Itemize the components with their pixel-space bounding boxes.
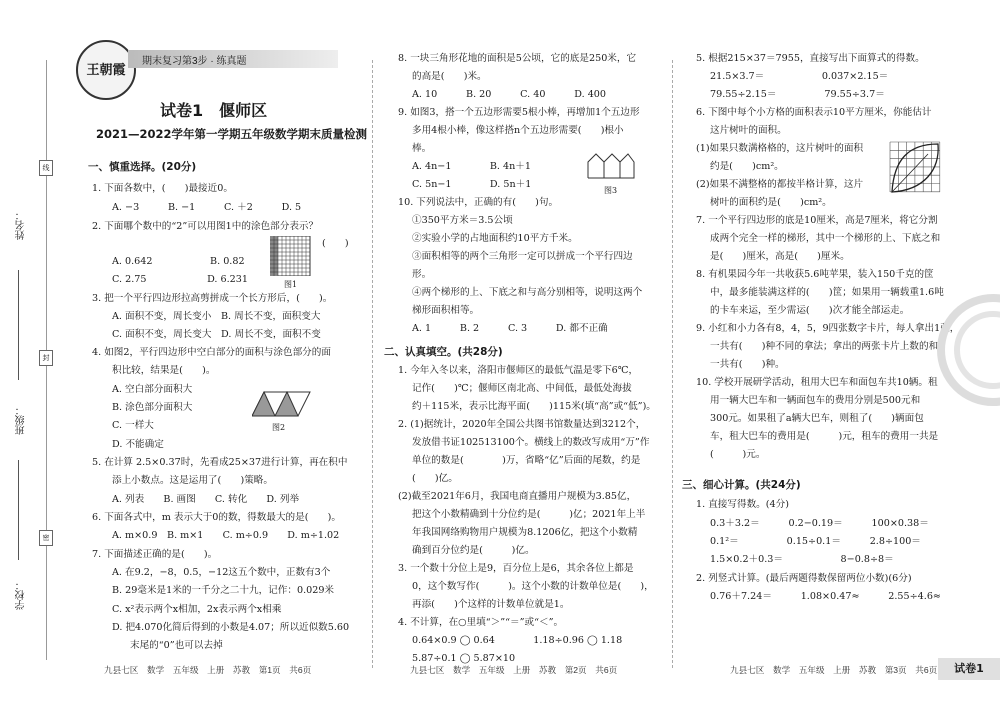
question-line: 约＋115米，表示比海平面( )115米(填“高”或“低”)。 bbox=[412, 401, 656, 412]
question-line: 成两个完全一样的梯形，其中一个梯形的上、下底之和 bbox=[710, 233, 941, 244]
question-line: A. 列表 B. 画图 C. 转化 D. 列举 bbox=[112, 494, 300, 505]
question-line: ( )亿。 bbox=[412, 473, 458, 484]
question-line: C. 一样大 bbox=[112, 420, 154, 431]
question-line: 的高是( )米。 bbox=[412, 71, 487, 82]
question-line: 3. 把一个平行四边形拉高剪拼成一个长方形后，( )。 bbox=[92, 293, 333, 304]
question-line: 2. (1)据统计，2020年全国公共图书馆数量达到3212个， bbox=[398, 419, 646, 430]
question-line: 一共有( )种不同的拿法；拿出的两张卡片上数的和， bbox=[710, 341, 948, 352]
question-line: 图3 bbox=[604, 186, 618, 195]
question-line: 多用4根小棒，像这样搭n个五边形需要( )根小 bbox=[412, 125, 624, 136]
question-line: A. m×0.9 B. m×1 C. m÷0.9 D. m÷1.02 bbox=[112, 530, 340, 541]
question-line: 一共有( )种。 bbox=[710, 359, 785, 370]
question-line: 9. 小红和小力各有8，4，5，9四张数字卡片，每人拿出1张， bbox=[696, 323, 960, 334]
question-line: B. 29毫米是1米的一千分之二十九，记作：0.029米 bbox=[112, 585, 335, 596]
question-line: 10. 学校开展研学活动，租用大巴车和面包车共10辆。租 bbox=[696, 377, 938, 388]
question-line: 约是( )cm²。 bbox=[710, 161, 784, 172]
question-line: (1)如果只数满格格的，这片树叶的面积 bbox=[696, 143, 864, 154]
question-line: 0.76＋7.24＝ 1.08×0.47≈ 2.55÷4.6≈ bbox=[710, 591, 941, 602]
step-label: 期末复习第3步 · 练真题 bbox=[142, 56, 247, 67]
binding-margin bbox=[8, 60, 68, 660]
question-line: ( )元。 bbox=[710, 449, 766, 460]
question-line: 2. 列竖式计算。(最后两题得数保留两位小数)(6分) bbox=[696, 573, 912, 584]
question-line: A. 0.642 B. 0.82 bbox=[112, 256, 245, 267]
question-line: A. 10 B. 20 C. 40 D. 400 bbox=[412, 89, 607, 100]
question-line: A. 在9.2，−8，0.5，−12这五个数中，正数有3个 bbox=[112, 567, 331, 578]
question-line: (2)如果不满整格的都按半格计算，这片 bbox=[696, 179, 864, 190]
question-line: 添上小数点。这是运用了( )策略。 bbox=[112, 475, 273, 486]
question-line: 树叶的面积约是( )cm²。 bbox=[710, 197, 832, 208]
question-line: 8. 有机果园今年一共收获5.6吨苹果，装入150千克的筐 bbox=[696, 269, 934, 280]
question-line: 梯形面积相等。 bbox=[412, 305, 480, 316]
seal-mark-line: 线 bbox=[39, 160, 53, 176]
question-line: 5. 在计算 2.5×0.37时，先看成25×37进行计算，再在积中 bbox=[92, 457, 348, 468]
exam-subtitle: 2021—2022学年第一学期五年级数学期末质量检测 bbox=[96, 127, 368, 141]
school-label: 学校： bbox=[16, 580, 27, 610]
question-line: 棒。 bbox=[412, 143, 432, 154]
question-line: 把这个小数精确到十分位约是( )亿；2021年上半 bbox=[412, 509, 646, 520]
question-line: 4. 如图2，平行四边形中空白部分的面积与涂色部分的面 bbox=[92, 347, 331, 358]
question-line: 5. 根据215×37＝7955，直接写出下面算式的得数。 bbox=[696, 53, 925, 64]
question-line: 21.5×3.7＝ 0.037×2.15＝ bbox=[710, 71, 889, 82]
question-line: 3. 一个数十分位上是9，百分位上是6，其余各位上都是 bbox=[398, 563, 634, 574]
column-divider bbox=[372, 60, 373, 668]
question-line: ②实验小学的占地面积约10平方千米。 bbox=[412, 233, 578, 244]
seal-mark-secret: 密 bbox=[39, 530, 53, 546]
footer-page-0: 九县七区 数学 五年级 上册 苏教 第1页 共6页 bbox=[104, 665, 312, 675]
step-banner bbox=[128, 50, 338, 68]
question-line: 6. 下面各式中，m 表示大于0的数，得数最大的是( )。 bbox=[92, 512, 342, 523]
question-line: 0.3＋3.2＝ 0.2−0.19＝ 100×0.38＝ bbox=[710, 518, 929, 529]
section-heading: 一、慎重选择。(20分) bbox=[88, 161, 197, 173]
question-line: ④两个梯形的上、下底之和与高分别相等，说明这两个 bbox=[412, 287, 643, 298]
question-line: C. x²表示两个x相加，2x表示两个x相乘 bbox=[112, 604, 282, 615]
question-line: 7. 下面描述正确的是( )。 bbox=[92, 549, 218, 560]
exam-title: 试卷1 偃师区 bbox=[160, 101, 268, 120]
question-line: 7. 一个平行四边形的底是10厘米，高是7厘米，将它分割 bbox=[696, 215, 938, 226]
question-line: 单位的数是( )万，省略“亿”后面的尾数，约是 bbox=[412, 455, 641, 466]
figure-2-parallelogram bbox=[252, 390, 312, 418]
question-line: 形。 bbox=[412, 269, 432, 280]
section-heading: 三、细心计算。(共24分) bbox=[682, 479, 801, 491]
question-line: 车，租大巴车的费用是( )元，租车的费用一共是 bbox=[710, 431, 939, 442]
column-divider bbox=[672, 60, 673, 668]
question-line: 0，这个数写作( )。这个小数的计数单位是( )， bbox=[412, 581, 654, 592]
question-line: A. 空白部分面积大 bbox=[112, 384, 193, 395]
figure-leaf-grid bbox=[888, 140, 942, 196]
question-line: 8. 一块三角形花地的面积是5公顷，它的底是250米，它 bbox=[398, 53, 637, 64]
corner-tag: 试卷1 bbox=[938, 658, 1000, 680]
question-line: 79.55÷2.15＝ 79.55÷3.7＝ bbox=[710, 89, 885, 100]
question-line: 积比较，结果是( )。 bbox=[112, 365, 216, 376]
question-line: 1. 今年入冬以来，洛阳市偃师区的最低气温是零下6℃， bbox=[398, 365, 639, 376]
brand-logo bbox=[76, 40, 136, 100]
question-line: 中，最多能装满这样的( )筐；如果用一辆载重1.6吨 bbox=[710, 287, 944, 298]
question-line: C. 2.75 D. 6.231 bbox=[112, 274, 248, 285]
question-line: ③面积相等的两个三角形一定可以拼成一个平行四边 bbox=[412, 251, 633, 262]
question-line: ( ) bbox=[322, 238, 349, 249]
question-line: D. 把4.070化简后得到的小数是4.07；所以近似数5.60 bbox=[112, 622, 350, 633]
class-line bbox=[18, 460, 19, 560]
question-line: A. −3 B. −1 C. ＋2 D. 5 bbox=[112, 202, 302, 213]
question-line: 6. 下图中每个小方格的面积表示10平方厘米，你能估计 bbox=[696, 107, 932, 118]
question-line: C. 面积不变，周长变大 D. 周长不变，面积不变 bbox=[112, 329, 321, 340]
question-line: 4. 不计算，在○里填“＞”“＝”或“＜”。 bbox=[398, 617, 564, 628]
question-line: (2)截至2021年6月，我国电商直播用户规模为3.85亿， bbox=[398, 491, 637, 502]
question-line: 图2 bbox=[272, 423, 286, 432]
question-line: 0.1²＝ 0.15÷0.1＝ 2.8÷100＝ bbox=[710, 536, 921, 547]
question-line: B. 涂色部分面积大 bbox=[112, 402, 193, 413]
question-line: 这片树叶的面积。 bbox=[710, 125, 787, 136]
question-line: 再添( )个这样的计数单位就是1。 bbox=[412, 599, 570, 610]
question-line: 1.5×0.2＋0.3＝ 8−0.8÷8＝ bbox=[710, 554, 894, 565]
question-line: 1. 下面各数中，( )最接近0。 bbox=[92, 183, 233, 194]
logo-text: 王朝霞 bbox=[86, 63, 126, 78]
question-line: 0.64×0.9 ◯ 0.64 1.18÷0.96 ◯ 1.18 bbox=[412, 635, 623, 646]
question-line: A. 面积不变，周长变小 B. 周长不变，面积变大 bbox=[112, 311, 321, 322]
question-line: 末尾的“0”也可以去掉 bbox=[130, 640, 223, 651]
question-line: 确到百分位约是( )亿。 bbox=[412, 545, 535, 556]
figure-3-pentagons bbox=[586, 150, 636, 180]
question-line: 1. 直接写得数。(4分) bbox=[696, 499, 789, 510]
question-line: A. 4n−1 B. 4n＋1 bbox=[412, 161, 531, 172]
figure-1-grid bbox=[270, 236, 312, 276]
class-label: 班级： bbox=[16, 405, 27, 435]
name-line bbox=[18, 270, 19, 380]
question-line: 10. 下列说法中，正确的有( )句。 bbox=[398, 197, 559, 208]
question-line: 图1 bbox=[284, 280, 298, 289]
question-line: 的卡车来运，至少需运( )次才能全部运走。 bbox=[710, 305, 910, 316]
question-line: 5.87÷0.1 ◯ 5.87×10 bbox=[412, 653, 516, 664]
question-line: A. 1 B. 2 C. 3 D. 都不正确 bbox=[412, 323, 608, 334]
question-line: 9. 如图3，搭一个五边形需要5根小棒，再增加1个五边形 bbox=[398, 107, 640, 118]
section-heading: 二、认真填空。(共28分) bbox=[384, 346, 503, 358]
question-line: D. 不能确定 bbox=[112, 439, 164, 450]
footer-page-2: 九县七区 数学 五年级 上册 苏教 第3页 共6页 bbox=[730, 665, 938, 675]
footer-page-1: 九县七区 数学 五年级 上册 苏教 第2页 共6页 bbox=[410, 665, 618, 675]
question-line: 是( )厘米，高是( )厘米。 bbox=[710, 251, 850, 262]
watermark-seal bbox=[935, 290, 1000, 410]
question-line: 300元。如果租了a辆大巴车，则租了( )辆面包 bbox=[710, 413, 924, 424]
question-line: 年我国网络购物用户规模为8.1206亿，把这个小数精 bbox=[412, 527, 638, 538]
seal-mark-seal: 封 bbox=[39, 350, 53, 366]
question-line: 记作( )℃；偃师区南北高、中间低，最低处海拔 bbox=[412, 383, 632, 394]
question-line: 2. 下面哪个数中的“2”可以用图1中的涂色部分表示？ bbox=[92, 221, 319, 232]
question-line: C. 5n−1 D. 5n＋1 bbox=[412, 179, 532, 190]
question-line: 用一辆大巴车和一辆面包车的费用分别是500元和 bbox=[710, 395, 921, 406]
question-line: ①350平方米＝3.5公顷 bbox=[412, 215, 513, 226]
question-line: 发放借书证102513100个。横线上的数改写成用“万”作 bbox=[412, 437, 650, 448]
name-label: 姓名： bbox=[16, 210, 27, 240]
